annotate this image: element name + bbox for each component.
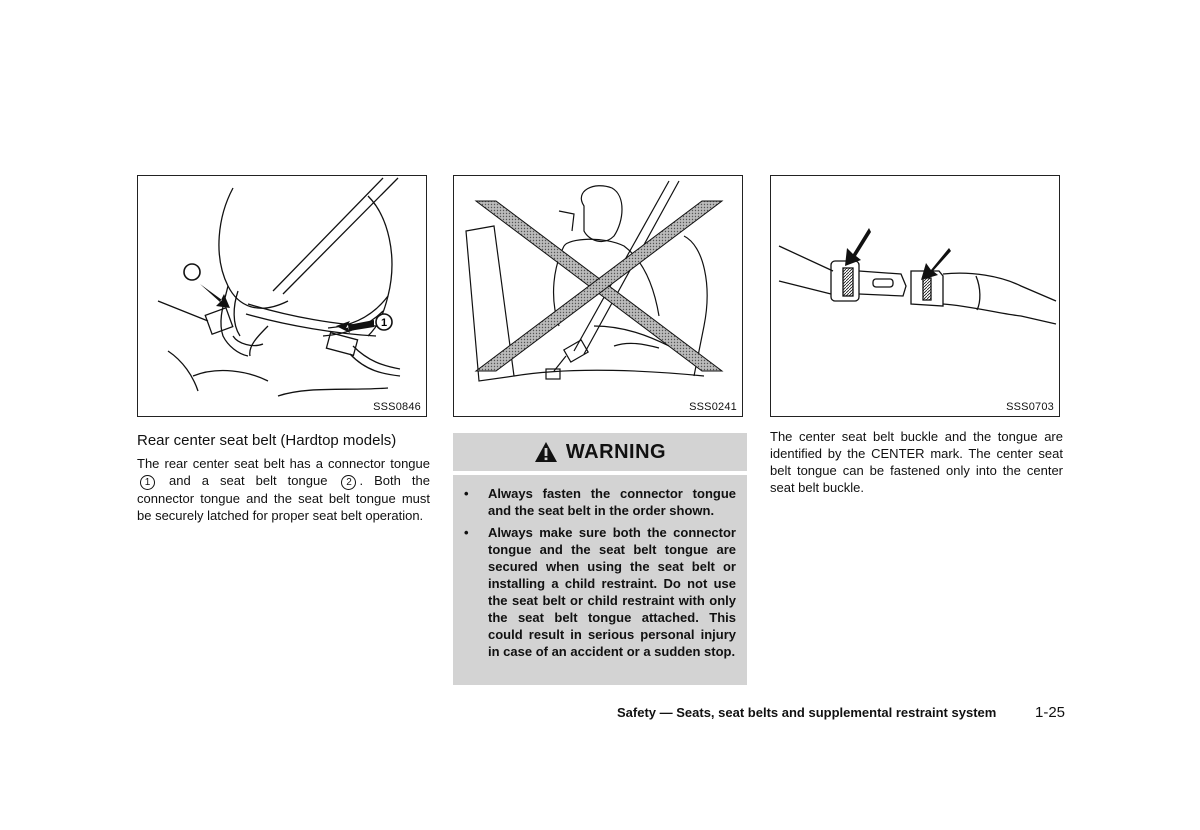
marker-2: 2 (341, 475, 356, 490)
warning-item-text: Always make sure both the connector tongue and the seat belt tongue are secured when using the seat belt or installing a child restraint. Do not use the seat belt or child restraint with only the seat belt tongue attached. This could result in serious personal injury in case of an accident or a sudden stop. (488, 525, 736, 659)
rear-center-belt-paragraph (137, 455, 430, 524)
footer-section-title: Safety — Seats, seat belts and supplemental restraint system (617, 705, 997, 720)
center-buckle-paragraph: The center seat belt buckle and the tongue are identified by the CENTER mark. The center seat belt tongue can be fastened only into the center seat belt buckle. (770, 429, 1063, 495)
warning-item (453, 485, 747, 519)
section-heading: Rear center seat belt (Hardtop models) (137, 432, 397, 449)
paragraph-text: and a seat belt tongue (169, 473, 328, 488)
figure-rear-center-belt (137, 175, 427, 417)
marker-1: 1 (140, 475, 155, 490)
illustration-belt-fastening (138, 176, 427, 417)
figure-code: SSS0703 (1006, 401, 1054, 413)
figure-code: SSS0241 (689, 401, 737, 413)
warning-triangle-icon (534, 441, 558, 463)
warning-title: WARNING (565, 440, 667, 463)
callout-1: 1 (380, 317, 388, 329)
paragraph-text: The rear center seat belt has a connector tongue (137, 456, 430, 471)
illustration-center-tongue-buckle (771, 176, 1060, 417)
paragraph-text: . Both the connector tongue and the seat belt tongue must be securely latched for proper seat belt operation. (137, 473, 430, 523)
figure-incorrect-belt-use (453, 175, 743, 417)
warning-item (453, 524, 747, 660)
warning-box (453, 433, 747, 685)
bullet-icon: • (464, 525, 469, 540)
figure-center-buckle (770, 175, 1060, 417)
warning-item-text: Always fasten the connector tongue and the seat belt in the order shown. (488, 486, 736, 518)
page-number: 1-25 (1035, 704, 1066, 721)
illustration-crossed-out (454, 176, 743, 417)
bullet-icon: • (464, 486, 469, 501)
warning-list (453, 485, 747, 665)
warning-header (453, 433, 747, 475)
figure-code: SSS0846 (373, 401, 421, 413)
